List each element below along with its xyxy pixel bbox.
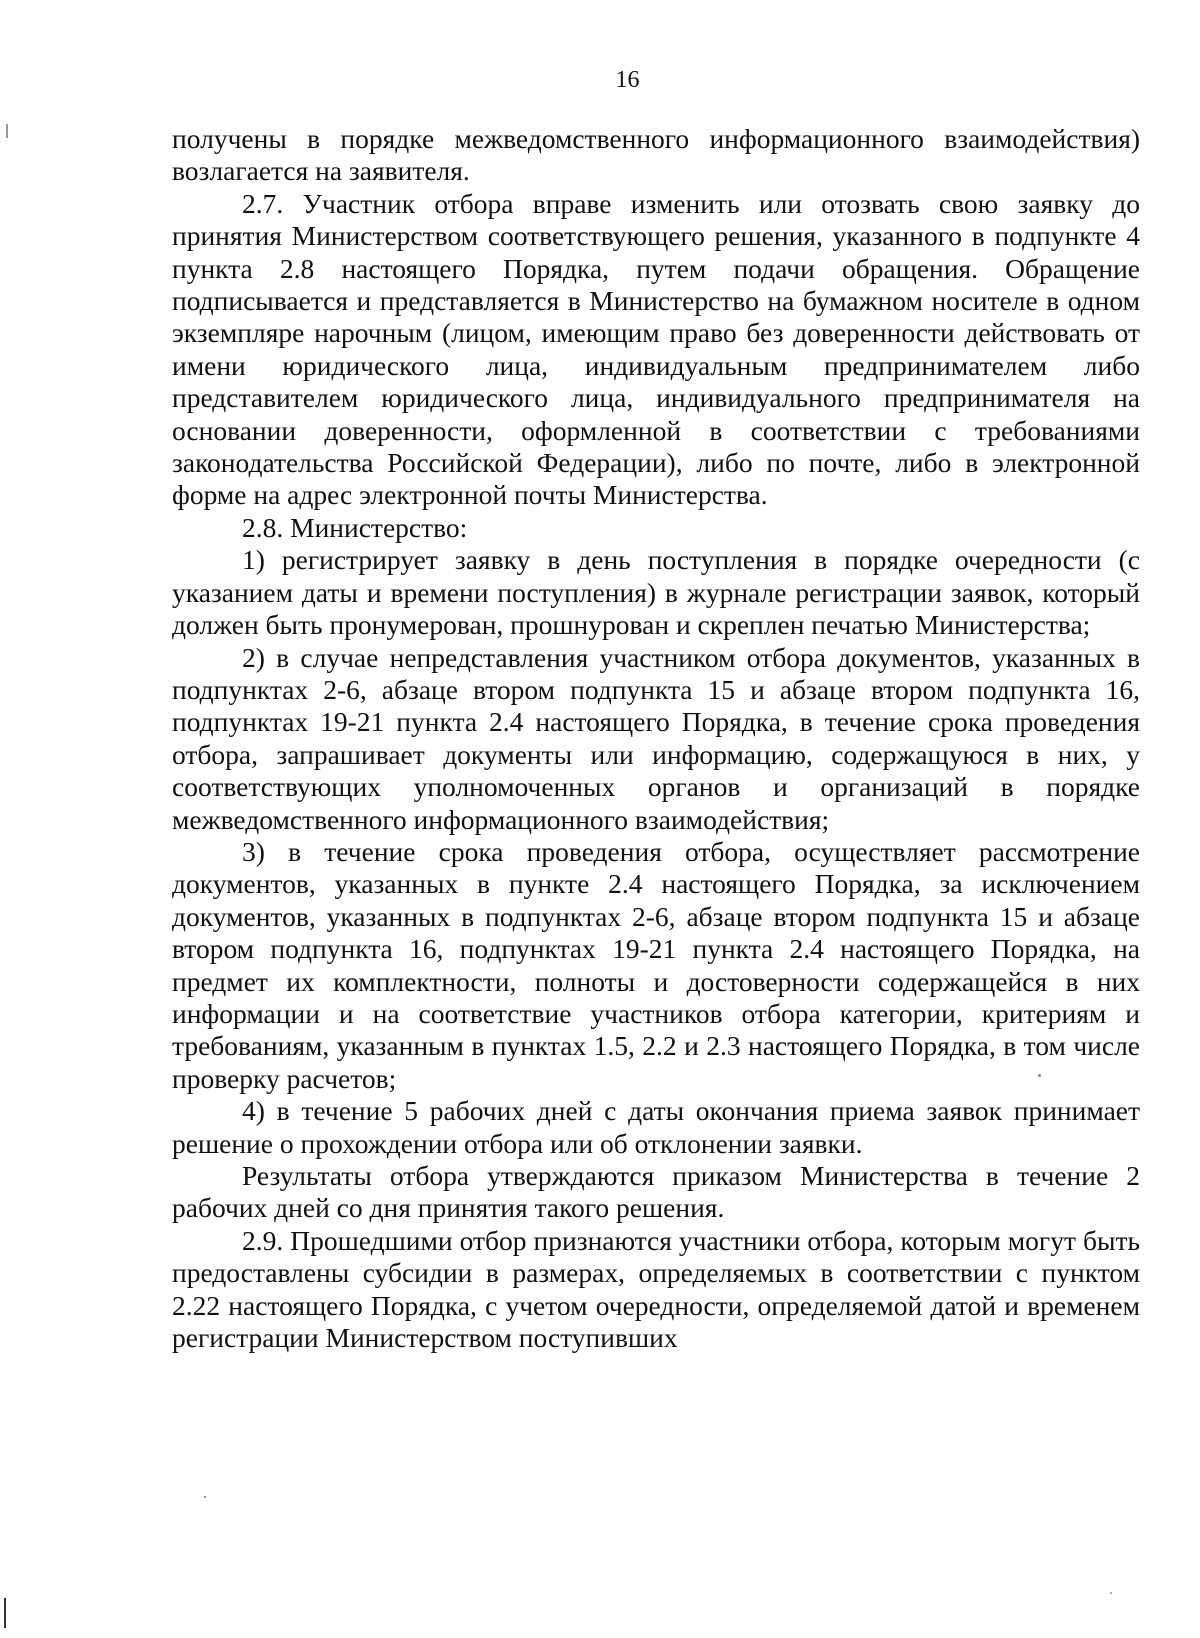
- paragraph-2-8-item-4: 4) в течение 5 рабочих дней с даты окончания приема заявок принимает решение о прохождении отбора или об отклонении заявки.: [172, 1095, 1140, 1159]
- paragraph-results: Результаты отбора утверждаются приказом Министерства в течение 2 рабочих дней со дня принятия такого решения.: [172, 1160, 1140, 1224]
- document-body: [172, 123, 1140, 1354]
- paragraph-2-7: 2.7. Участник отбора вправе изменить или отозвать свою заявку до принятия Министерством соответствующего решения, указанного в подпункте 4 пункта 2.8 настоящего Порядка, путем подачи обращения. Обращение подписывается и представляется в Министерство на бумажном носителе в одном экземпляре нарочным (лицом, имеющим право без доверенности действовать от имени юридического лица, индивидуальным предпринимателем либо представителем юридического лица, индивидуального предпринимателя на основании доверенности, оформленной в соответствии с требованиями законодательства Российской Федерации), либо по почте, либо в электронной форме на адрес электронной почты Министерства.: [172, 187, 1140, 511]
- paragraph-2-8-heading: 2.8. Министерство:: [242, 511, 468, 543]
- paragraph-2-9: 2.9. Прошедшими отбор признаются участники отбора, которым могут быть предоставлены субсидии в размерах, определяемых в соответствии с пунктом 2.22 настоящего Порядка, с учетом очередности, определяемой датой и временем регистрации Министерством поступивших: [172, 1224, 1140, 1354]
- scan-artifact: [1038, 1074, 1041, 1077]
- scan-artifact: [1110, 1592, 1112, 1594]
- paragraph-2-8-item-2: 2) в случае непредставления участником отбора документов, указанных в подпунктах 2-6, абзаце втором подпункта 15 и абзаце втором подпункта 16, подпунктах 19-21 пункта 2.4 настоящего Порядка, в течение срока проведения отбора, запрашивает документы или информацию, содержащуюся в них, у соответствующих уполномоченных органов и организаций в порядке межведомственного информационного взаимодействия;: [172, 641, 1140, 835]
- scan-artifact: [6, 124, 8, 138]
- page-number: 16: [615, 67, 640, 93]
- paragraph-2-8-item-1: 1) регистрирует заявку в день поступления в порядке очередности (с указанием даты и времени поступления) в журнале регистрации заявок, который должен быть пронумерован, прошнурован и скреплен печатью Министерства;: [172, 544, 1140, 641]
- paragraph-continuation: получены в порядке межведомственного информационного взаимодействия) возлагается на заявителя.: [172, 123, 1140, 187]
- scan-artifact: [4, 1598, 6, 1628]
- scan-artifact: [204, 1496, 206, 1498]
- paragraph-2-8-item-3: 3) в течение срока проведения отбора, осуществляет рассмотрение документов, указанных в пункте 2.4 настоящего Порядка, за исключением документов, указанных в подпунктах 2-6, абзаце втором подпункта 15 и абзаце втором подпункта 16, подпунктах 19-21 пункта 2.4 настоящего Порядка, на предмет их комплектности, полноты и достоверности содержащейся в них информации и на соответствие участников отбора категории, критериям и требованиям, указанным в пунктах 1.5, 2.2 и 2.3 настоящего Порядка, в том числе проверку расчетов;: [172, 835, 1140, 1094]
